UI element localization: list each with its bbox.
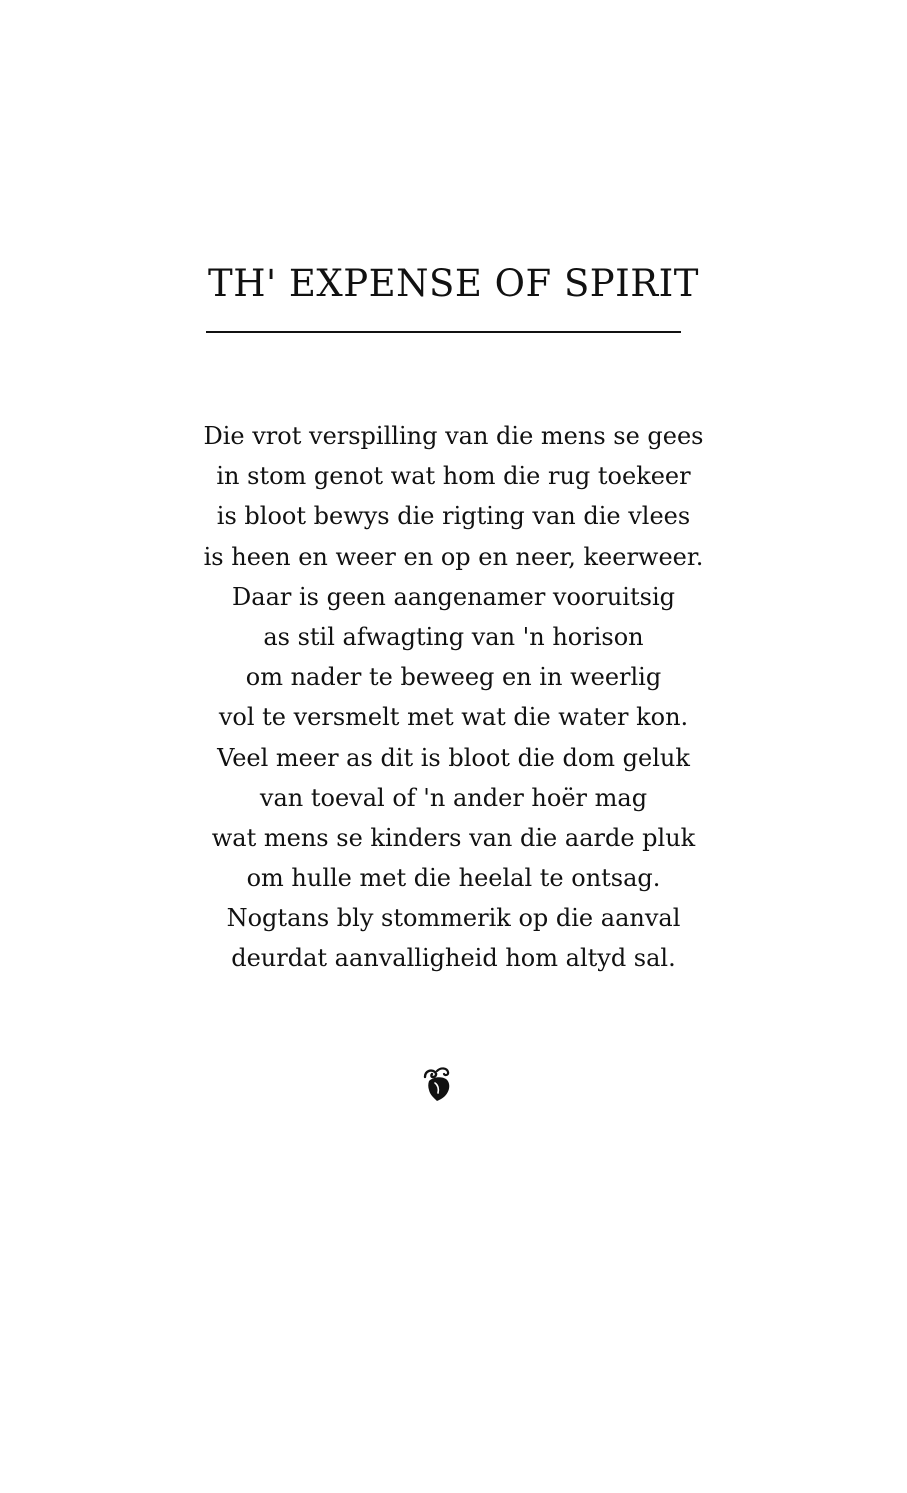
- poem-line: is heen en weer en op en neer, keerweer.: [203, 542, 704, 571]
- poem-line: as stil afwagting van 'n horison: [263, 622, 644, 651]
- poem-line: wat mens se kinders van die aarde pluk: [211, 823, 696, 852]
- poem-line: is bloot bewys die rigting van die vlees: [216, 502, 691, 531]
- poem-body: [0, 416, 907, 979]
- poem-line: om hulle met die heelal te ontsag.: [246, 864, 661, 893]
- poem-line: Daar is geen aangenamer vooruitsig: [232, 582, 675, 611]
- poem-line: van toeval of 'n ander hoër mag: [259, 783, 648, 812]
- poem-line: deurdat aanvalligheid hom altyd sal.: [231, 944, 676, 973]
- fleuron-icon: [419, 1063, 457, 1103]
- poem-line: in stom genot wat hom die rug toekeer: [216, 462, 691, 491]
- title-rule: [206, 331, 681, 333]
- poem-title: TH' EXPENSE OF SPIRIT: [208, 262, 699, 305]
- poem-line: vol te versmelt met wat die water kon.: [218, 703, 689, 732]
- poem-line: Veel meer as dit is bloot die dom geluk: [217, 743, 690, 772]
- poem-line: om nader te beweeg en in weerlig: [245, 663, 662, 692]
- poem-line: Nogtans bly stommerik op die aanval: [226, 904, 681, 933]
- poem-line: Die vrot verspilling van die mens se gees: [203, 422, 704, 450]
